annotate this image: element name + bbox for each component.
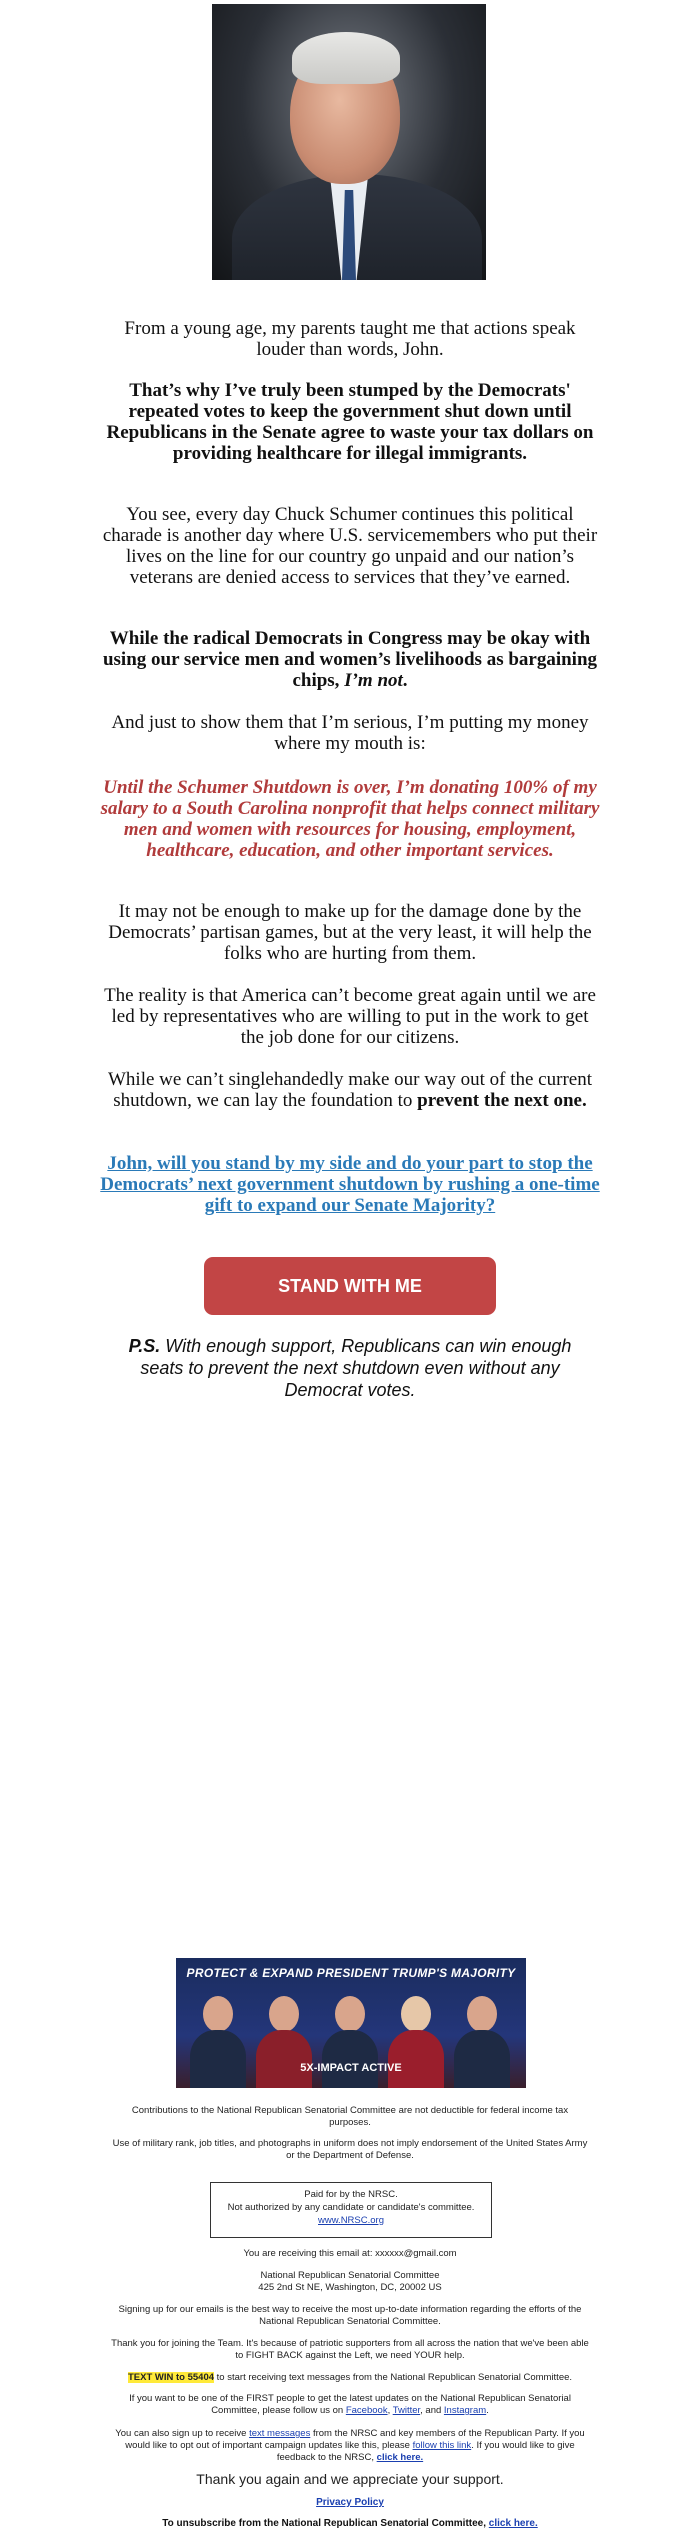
im-not-emphasis: I’m not <box>344 670 403 691</box>
ps-text: With enough support, Republicans can win enough seats to prevent the next shutdown even without any Democrat votes. <box>140 1336 572 1400</box>
social-intro: If you want to be one of the FIRST people to get the latest updates on the National Republican Senatorial Committee, please follow us on <box>129 2393 571 2416</box>
receiving-email: You are receiving this email at: xxxxxx@gmail.com <box>243 2248 457 2259</box>
instagram-link[interactable]: Instagram <box>443 2405 487 2416</box>
social-comma: , <box>387 2405 393 2416</box>
privacy-policy-link[interactable]: Privacy Policy <box>316 2497 384 2508</box>
paragraph-damage: It may not be enough to make up for the damage done by the Democrats’ partisan games, but at the very least, it will help the folks who are hurting from them. <box>108 901 592 964</box>
military-disclaimer: Use of military rank, job titles, and photographs in uniform does not imply endorsement of the United States Army or the Department of Defense. <box>112 2138 588 2161</box>
not-authorized: Not authorized by any candidate or candidate's committee. <box>227 2202 475 2213</box>
paragraph-money: And just to show them that I’m serious, I’m putting my money where my mouth is: <box>111 712 589 754</box>
follow-this-link[interactable]: follow this link <box>412 2440 472 2451</box>
banner-tag: 5X-IMPACT ACTIVE <box>300 2062 402 2074</box>
bargaining-text: While the radical Democrats in Congress may be okay with using our service men and women’s livelihoods as bargaining chips, <box>102 628 598 691</box>
nrsc-site-link[interactable]: www.NRSC.org <box>318 2215 384 2226</box>
postscript <box>110 1335 590 1401</box>
majority-banner[interactable] <box>176 1958 526 2088</box>
thank-you-note: Thank you again and we appreciate your support. <box>196 2471 504 2487</box>
bargaining-period: . <box>402 670 408 691</box>
text-signup <box>110 2372 590 2384</box>
social-follow <box>110 2393 590 2417</box>
ps-label: P.S. <box>128 1336 161 1356</box>
banner-person <box>190 1996 246 2088</box>
paid-by: Paid for by the NRSC. <box>304 2189 398 2200</box>
paragraph-schumer: You see, every day Chuck Schumer continues this political charade is another day where U.S. servicemembers who put their lives on the line for our country go unpaid and our nation’s veterans are denied access to services that they’ve earned. <box>102 504 598 588</box>
thanks-team: Thank you for joining the Team. It's because of patriotic supporters from all across the nation that we've been able to FIGHT BACK against the Left, we need YOUR help. <box>111 2338 589 2361</box>
tax-disclaimer: Contributions to the National Republican Senatorial Committee are not deductible for federal income tax purposes. <box>131 2105 569 2128</box>
salary-pledge: Until the Schumer Shutdown is over, I’m donating 100% of my salary to a South Carolina nonprofit that helps connect military men and women with resources for housing, employment, healthcare, education, and other important services. <box>100 777 600 861</box>
donate-link[interactable]: John, will you stand by my side and do your part to stop the Democrats’ next government shutdown by rushing a one-time gift to expand our Senate Majority? <box>100 1153 600 1216</box>
banner-person <box>454 1996 510 2088</box>
paragraph-reality: The reality is that America can’t become great again until we are led by representatives who are willing to put in the work to get the job done for our citizens. <box>104 985 596 1048</box>
optout-feedback: . If you would like to give feedback to the NRSC, <box>276 2440 575 2463</box>
cta-paragraph <box>100 1153 600 1216</box>
paragraph-intro: From a young age, my parents taught me that actions speak louder than words, John. <box>124 318 576 360</box>
foundation-text: While we can’t singlehandedly make our way out of the current shutdown, we can lay the foundation to <box>108 1069 592 1111</box>
twitter-link[interactable]: Twitter <box>392 2405 421 2416</box>
unsubscribe-text: To unsubscribe from the National Republican Senatorial Committee, <box>162 2518 489 2529</box>
social-and: , and <box>420 2405 444 2416</box>
privacy-row <box>110 2497 590 2508</box>
org-address: 425 2nd St NE, Washington, DC, 20002 US <box>258 2282 442 2293</box>
facebook-link[interactable]: Facebook <box>345 2405 388 2416</box>
nrsc-site-row <box>211 2215 491 2227</box>
optout-intro: You can also sign up to receive <box>115 2428 250 2439</box>
text-win-highlight: TEXT WIN to 55404 <box>127 2372 215 2383</box>
unsubscribe-row <box>110 2518 590 2529</box>
paragraph-stumped: That’s why I’ve truly been stumped by the Democrats' repeated votes to keep the government shut down until Republicans in the Senate agree to waste your tax dollars on providing healthcare for illegal immigrants. <box>106 380 594 464</box>
paragraph-foundation <box>100 1069 600 1111</box>
text-signup-rest: to start receiving text messages from the National Republican Senatorial Committee. <box>214 2372 573 2383</box>
paragraph-bargaining <box>100 628 600 691</box>
banner-title: PROTECT & EXPAND PRESIDENT TRUMP'S MAJORITY <box>186 1966 516 1980</box>
photo-hair <box>292 32 400 84</box>
unsubscribe-link[interactable]: click here. <box>488 2518 538 2529</box>
org-name: National Republican Senatorial Committee <box>260 2270 440 2281</box>
stand-with-me-button[interactable]: STAND WITH ME <box>204 1257 496 1315</box>
feedback-link[interactable]: click here. <box>376 2452 424 2463</box>
paid-for-box <box>210 2182 492 2238</box>
signup-note: Signing up for our emails is the best way to receive the most up-to-date information regarding the efforts of the National Republican Senatorial Committee. <box>118 2304 582 2327</box>
optout-note <box>110 2428 590 2464</box>
text-messages-link[interactable]: text messages <box>249 2428 311 2439</box>
banner-person <box>256 1996 312 2088</box>
optout-middle: from the NRSC and key members of the Republican Party. If you would like to opt out of important campaign updates like this, please <box>125 2428 585 2451</box>
banner-person <box>388 1996 444 2088</box>
senator-photo <box>212 4 486 280</box>
social-period: . <box>486 2405 489 2416</box>
banner-person <box>322 1996 378 2088</box>
prevent-next-one: prevent the next one. <box>417 1090 587 1111</box>
